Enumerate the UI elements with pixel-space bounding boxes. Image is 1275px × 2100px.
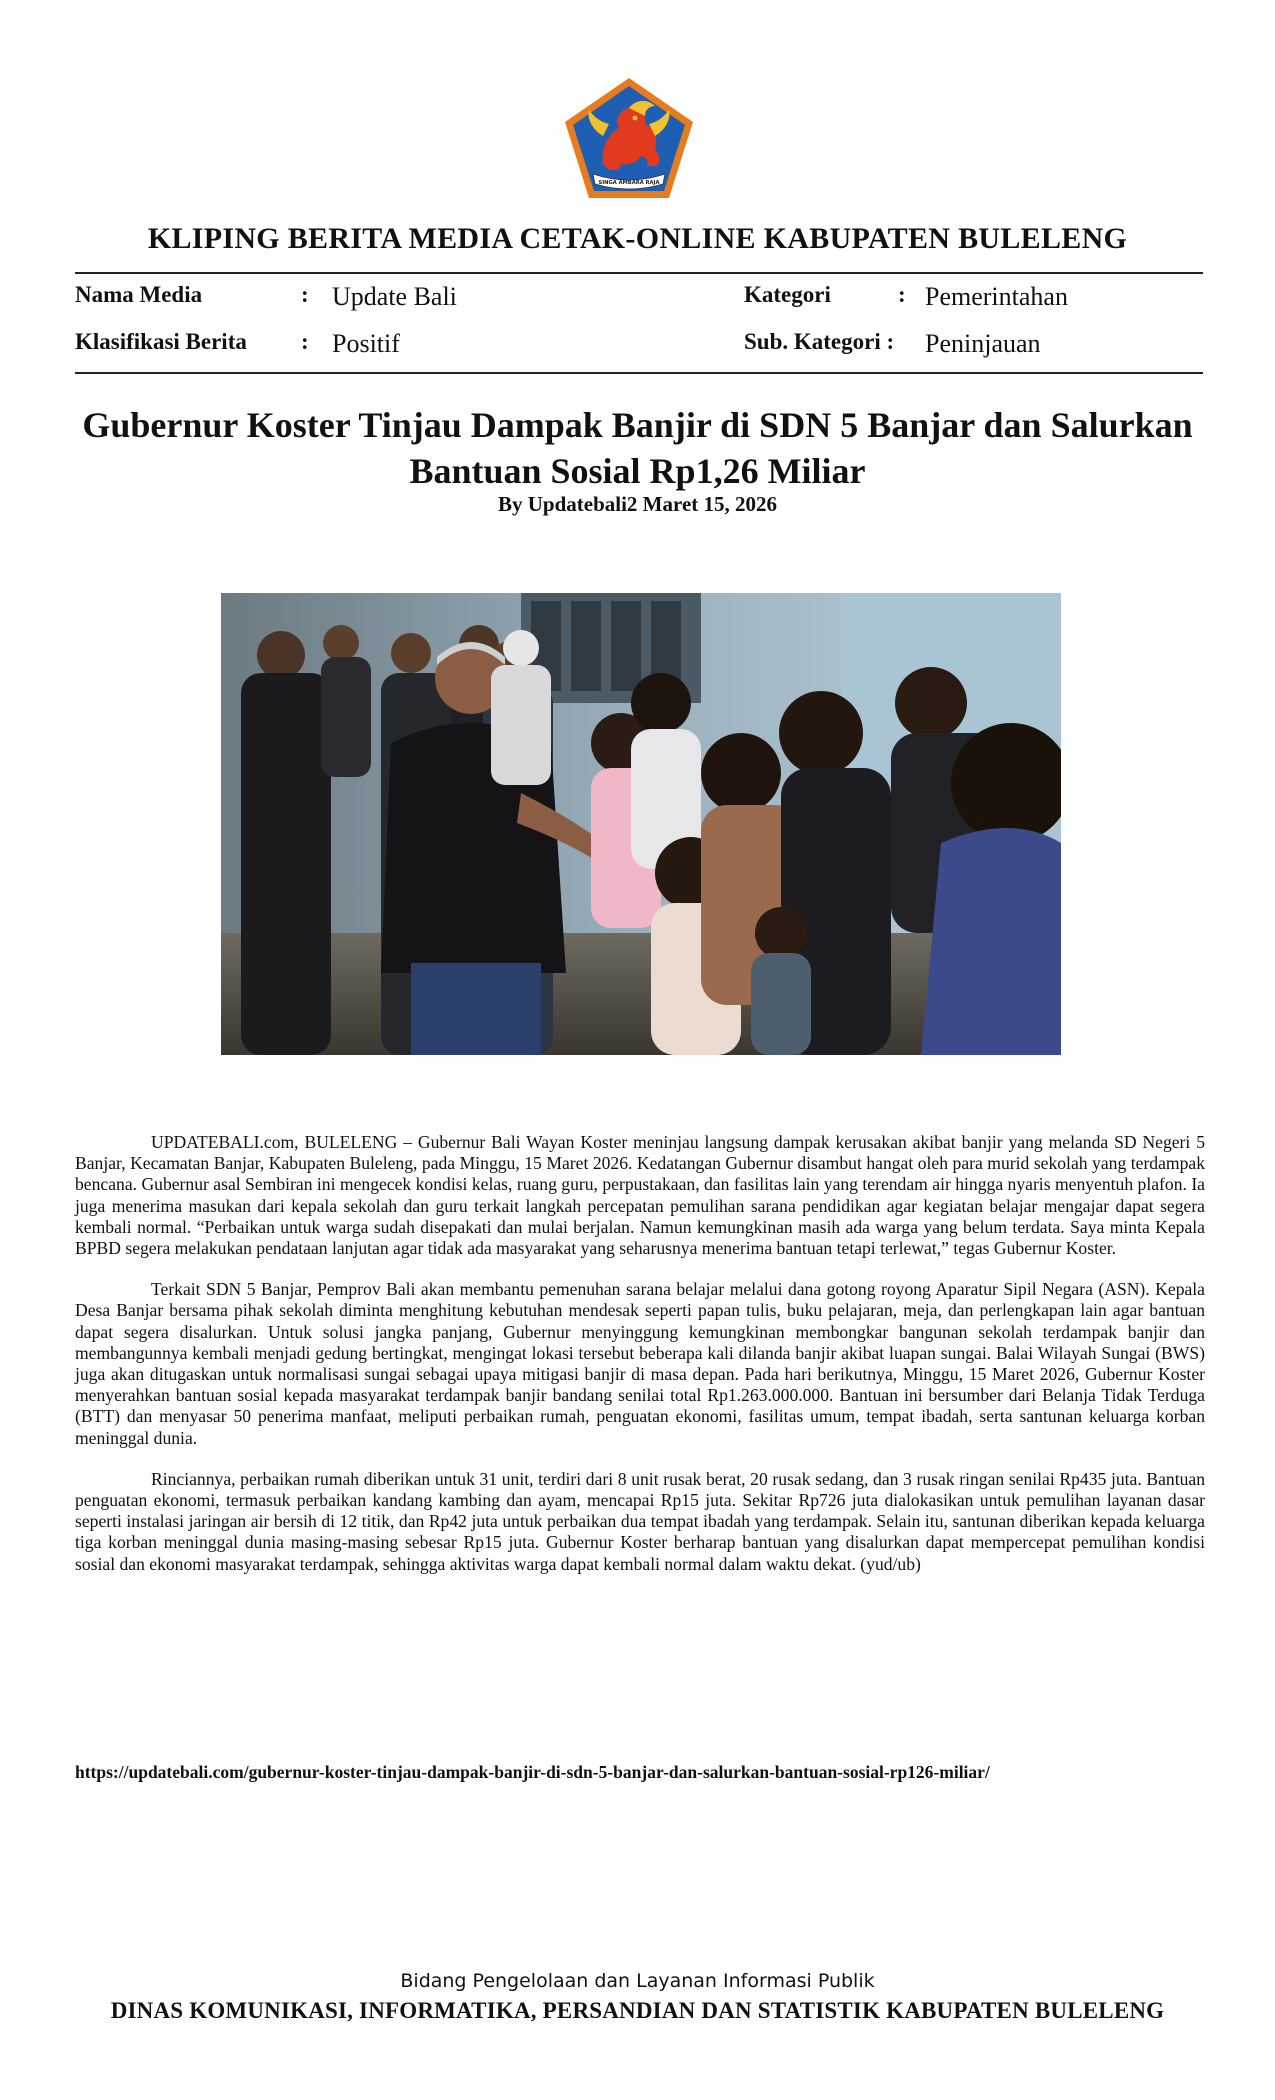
- header-bottom-rule: [75, 372, 1203, 374]
- header-top-rule: [75, 272, 1203, 274]
- category-colon: :: [898, 282, 906, 307]
- media-name-label: Nama Media: [75, 282, 203, 307]
- article-paragraph: Terkait SDN 5 Banjar, Pemprov Bali akan membantu pemenuhan sarana belajar melalui dana gotong royong Aparatur Sipil Negara (ASN). Kepala Desa Banjar bersama pihak sekolah diminta menghitung kebutuhan mendesak seperti papan tulis, buku pelajaran, meja, dan perlengkapan lain agar bantuan dapat segera disalurkan. Untuk solusi jangka panjang, Gubernur menyinggung kemungkinan membongkar bangunan sekolah terdampak banjir dan membangunnya kembali menjadi gedung bertingkat, mengingat lokasi tersebut beberapa kali dilanda banjir akibat luapan sungai. Balai Wilayah Sungai (BWS) juga akan ditugaskan untuk normalisasi sungai sebagai upaya mitigasi banjir di masa depan. Pada hari berikutnya, Minggu, 15 Maret 2026, Gubernur Koster menyerahkan bantuan sosial kepada masyarakat terdampak banjir bandang senilai total Rp1.263.000.000. Bantuan ini bersumber dari Belanja Tidak Terduga (BTT) dan menyasar 50 penerima manfaat, meliputi perbaikan rumah, penguatan ekonomi, fasilitas umum, tempat ibadah, serta santunan keluarga korban meninggal dunia.: [75, 1279, 1205, 1448]
- subcategory-value: Peninjauan: [925, 329, 1041, 358]
- media-name-colon: :: [301, 282, 309, 307]
- clipping-header-title: KLIPING BERITA MEDIA CETAK-ONLINE KABUPATEN BULELENG: [147, 222, 1128, 255]
- emblem-motto: SINGA AMBARA RAJA: [598, 180, 660, 186]
- source-url-link[interactable]: https://updatebali.com/gubernur-koster-tinjau-dampak-banjir-di-sdn-5-banjar-dan-salurkan-bantuan-sosial-rp126-miliar/: [75, 1762, 990, 1782]
- footer-agency: DINAS KOMUNIKASI, INFORMATIKA, PERSANDIAN DAN STATISTIK KABUPATEN BULELENG: [110, 1998, 1165, 2023]
- buleleng-regency-emblem: [563, 76, 695, 200]
- news-classification-value: Positif: [332, 329, 400, 358]
- category-label: Kategori: [744, 282, 831, 307]
- article-title: Gubernur Koster Tinjau Dampak Banjir di SDN 5 Banjar dan Salurkan Bantuan Sosial Rp1,26 Miliar: [82, 405, 1193, 491]
- news-classification-colon: :: [301, 329, 309, 354]
- media-name-value: Update Bali: [332, 282, 457, 311]
- category-value: Pemerintahan: [925, 282, 1068, 311]
- article-body: [75, 1132, 1205, 1595]
- news-classification-label: Klasifikasi Berita: [75, 329, 247, 354]
- footer-department: Bidang Pengelolaan dan Layanan Informasi Publik: [400, 1970, 875, 1992]
- article-paragraph: UPDATEBALI.com, BULELENG – Gubernur Bali Wayan Koster meninjau langsung dampak kerusakan akibat banjir yang melanda SD Negeri 5 Banjar, Kecamatan Banjar, Kabupaten Buleleng, pada Minggu, 15 Maret 2026. Kedatangan Gubernur disambut hangat oleh para murid sekolah yang terdampak bencana. Gubernur asal Sembiran ini mengecek kondisi kelas, ruang guru, perpustakaan, dan fasilitas lain yang terendam air hingga nyaris menyentuh plafon. Ia juga menerima masukan dari kepala sekolah dan guru terkait langkah percepatan pemulihan sarana pendidikan agar kegiatan belajar mengajar dapat segera kembali normal. “Perbaikan untuk warga sudah disepakati dan mulai berjalan. Namun kemungkinan masih ada warga yang belum terdata. Saya minta Kepala BPBD segera melakukan pendataan lanjutan agar tidak ada masyarakat yang seharusnya menerima bantuan tetapi terlewat,” tegas Gubernur Koster.: [75, 1132, 1205, 1259]
- article-photo: [221, 593, 1061, 1055]
- subcategory-label: Sub. Kategori :: [744, 329, 895, 354]
- article-paragraph: Rinciannya, perbaikan rumah diberikan untuk 31 unit, terdiri dari 8 unit rusak berat, 20 rusak sedang, dan 3 rusak ringan senilai Rp435 juta. Bantuan penguatan ekonomi, termasuk perbaikan kandang kambing dan ayam, mencapai Rp15 juta. Sekitar Rp726 juta dialokasikan untuk pemulihan layanan dasar seperti instalasi jaringan air bersih di 12 titik, dan Rp42 juta untuk perbaikan dua tempat ibadah yang terdampak. Selain itu, santunan diberikan kepada keluarga tiga korban meninggal dunia masing-masing sebesar Rp15 juta. Gubernur Koster berharap bantuan yang disalurkan dapat mempercepat pemulihan kondisi sosial dan ekonomi masyarakat terdampak, sehingga aktivitas warga dapat kembali normal dalam waktu dekat. (yud/ub): [75, 1468, 1205, 1574]
- article-byline: By Updatebali2 Maret 15, 2026: [497, 492, 778, 516]
